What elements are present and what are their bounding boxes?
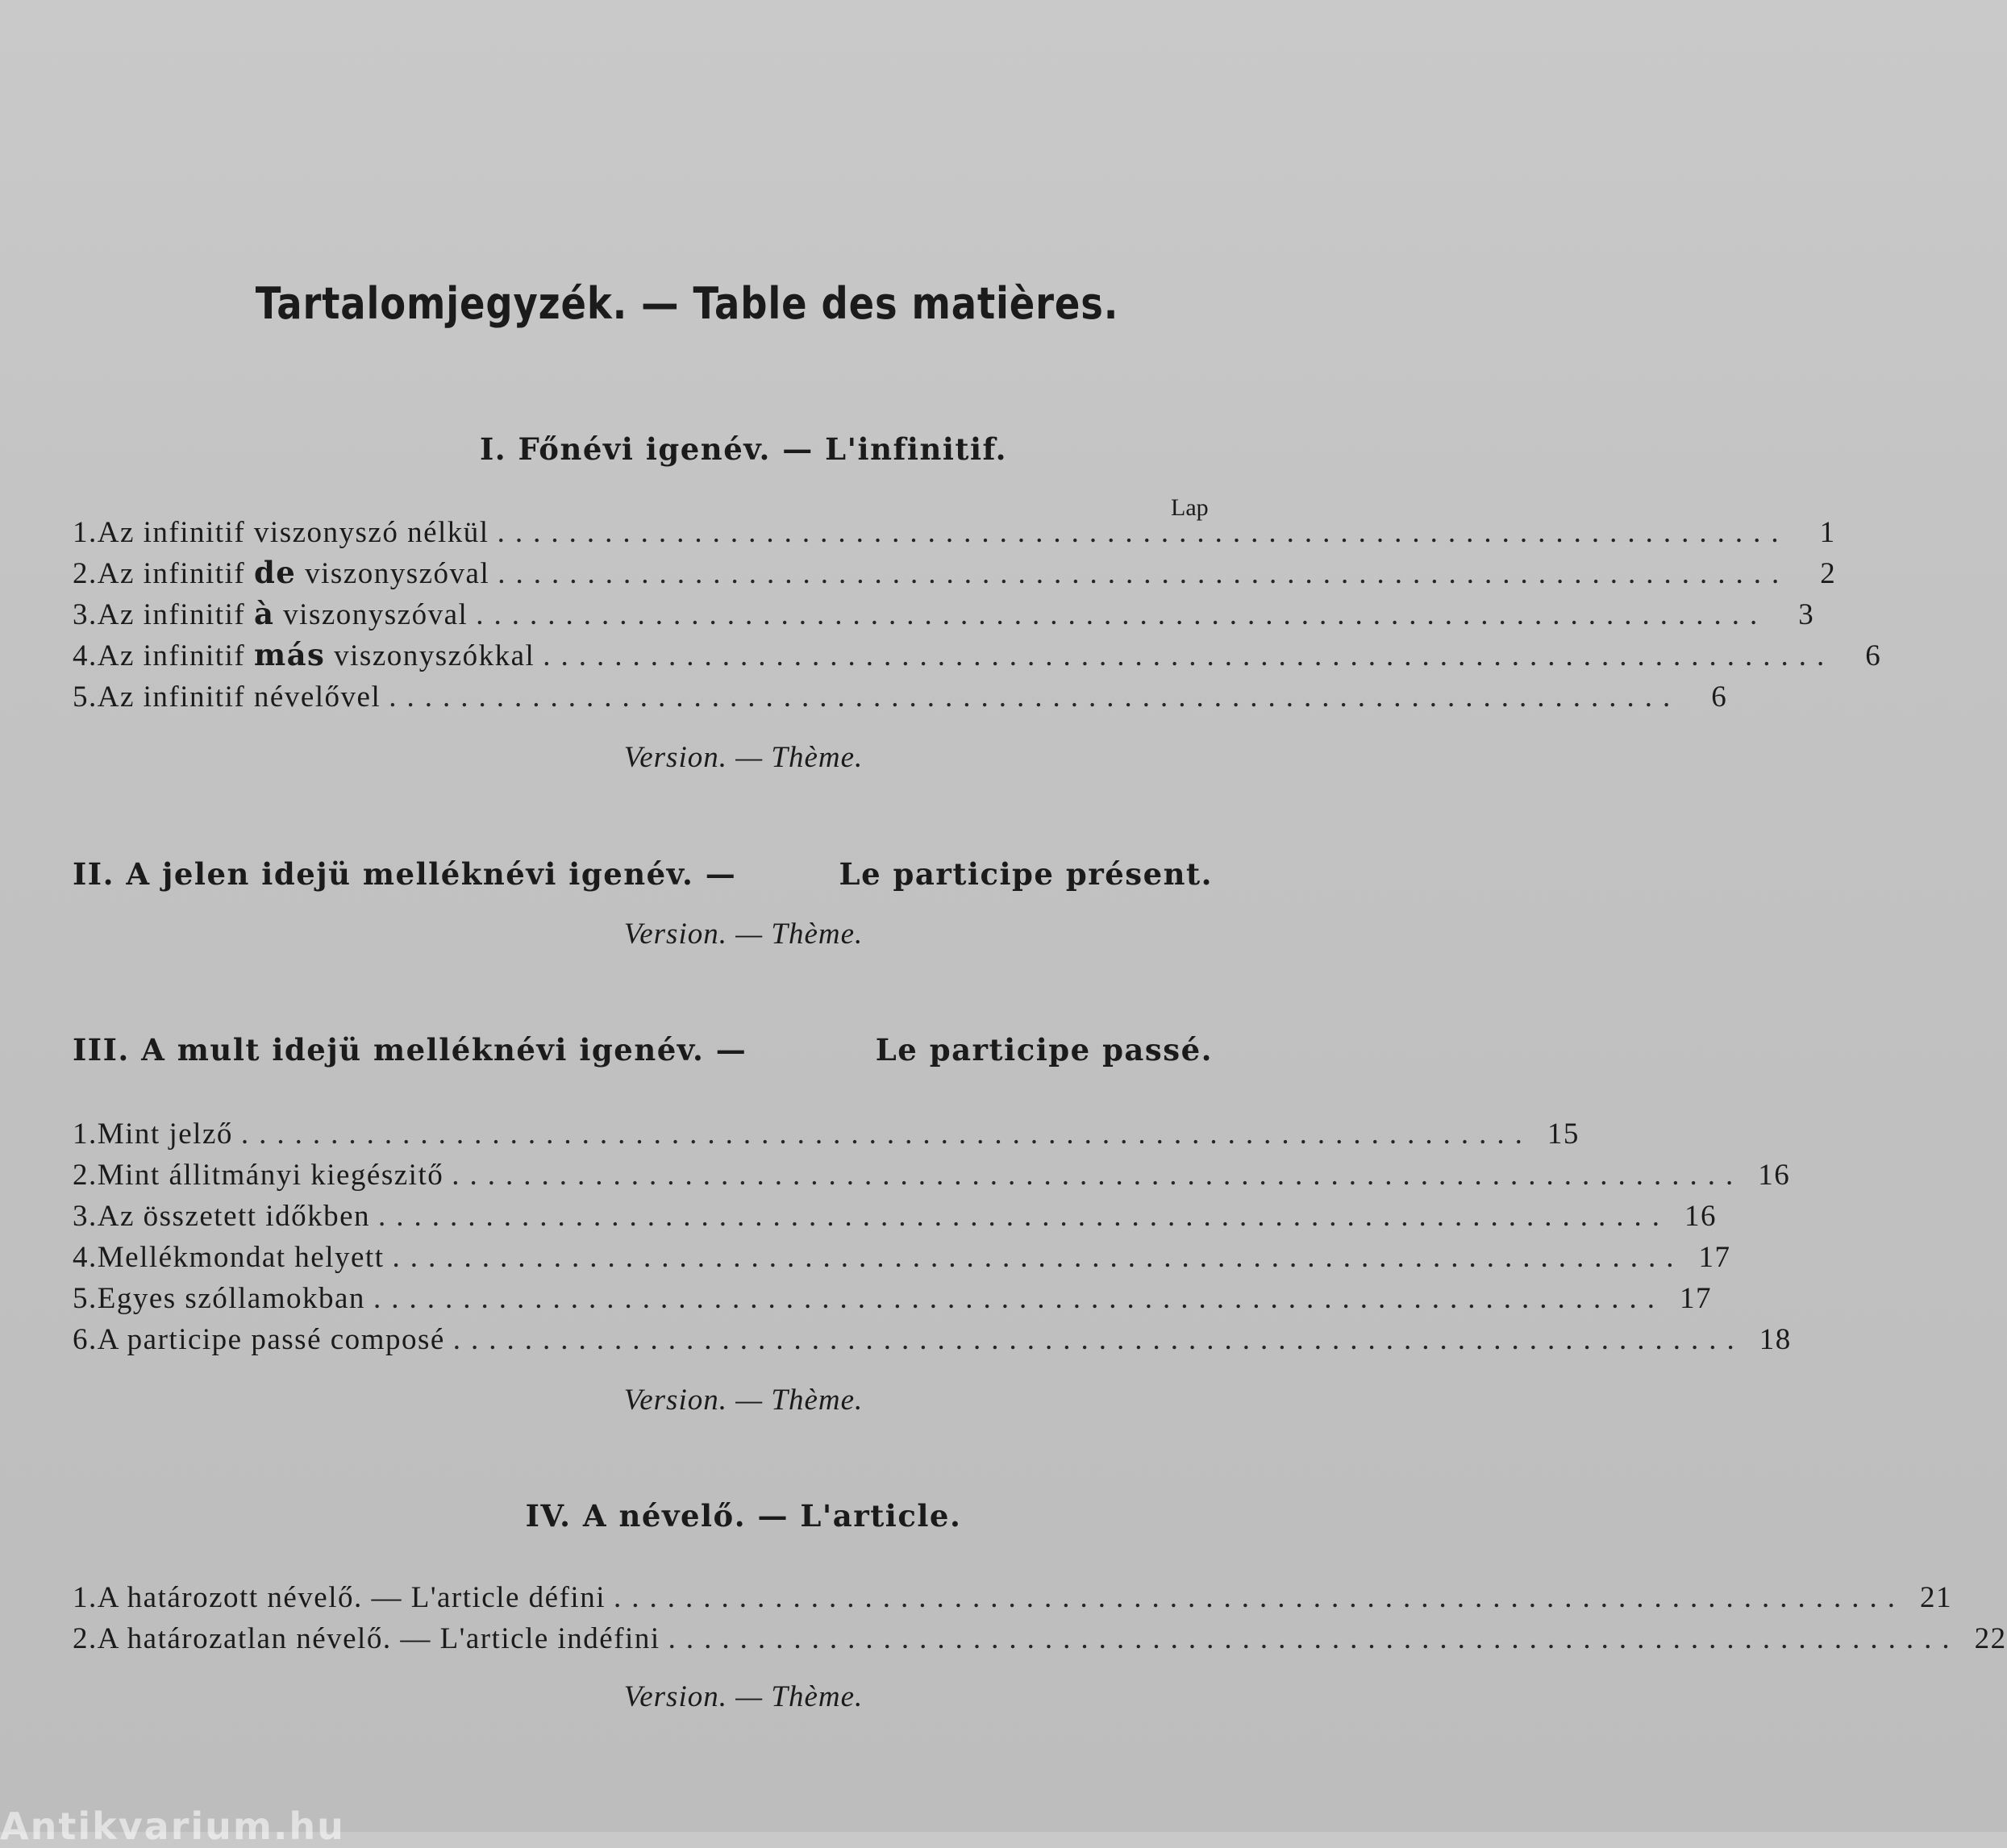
- section-2-heading-hu: II. A jelen idejü melléknévi igenév. —: [73, 856, 737, 892]
- entry-number: 1.: [73, 1581, 98, 1614]
- section-4-entries: [73, 1580, 2007, 1663]
- toc-entry: [73, 1281, 1712, 1322]
- leader-dots: ........................................................................: [497, 516, 1789, 549]
- entry-number: 4.: [73, 1241, 98, 1274]
- entry-title-bold: à: [253, 596, 275, 631]
- entry-page: 16: [1758, 1159, 1791, 1192]
- section-2-heading-fr: Le participe présent.: [839, 856, 1213, 892]
- entry-title-text: Az infinitif: [97, 557, 254, 590]
- entry-title: [98, 514, 489, 550]
- entry-title-text: Az infinitif névelővel: [97, 681, 381, 714]
- section-1-version-line: Version. — Thème.: [623, 741, 864, 774]
- entry-title-bold: más: [253, 637, 326, 672]
- leader-dots: ........................................................................: [240, 1118, 1533, 1151]
- leader-dots: ........................................................................: [613, 1581, 1905, 1614]
- section-3-heading: [73, 1032, 1213, 1068]
- entry-number: 6.: [73, 1323, 98, 1356]
- page-column-label: Lap: [1171, 494, 1209, 521]
- toc-entry: [73, 1158, 1791, 1199]
- entry-title-text: Az infinitif viszonyszó nélkül: [97, 516, 489, 549]
- entry-title-text: viszonyszókkal: [325, 639, 535, 672]
- leader-dots: ........................................................................: [389, 681, 1681, 714]
- entry-page: 3: [1798, 598, 1815, 631]
- entry-page: 1: [1819, 516, 1836, 549]
- leader-dots: ........................................................................: [373, 1282, 1665, 1315]
- entry-title: Az összetett időkben: [97, 1200, 370, 1233]
- section-2-version-line: Version. — Thème.: [623, 918, 864, 951]
- leader-dots: ........................................................................: [378, 1200, 1670, 1233]
- entry-title: A határozatlan névelő. — L'article indéfini: [97, 1622, 660, 1655]
- section-1-entries: [73, 514, 1882, 719]
- entry-page: 6: [1865, 639, 1882, 672]
- entry-number: 4.: [73, 639, 98, 672]
- entry-title-text: Az infinitif: [97, 598, 254, 631]
- leader-dots: ........................................................................: [392, 1241, 1684, 1274]
- toc-entry: [73, 1240, 1731, 1281]
- toc-entry: [73, 596, 1815, 637]
- entry-title: Mint állitmányi kiegészitő: [97, 1159, 444, 1192]
- entry-number: 1.: [73, 1118, 98, 1151]
- leader-dots: ........................................................................: [452, 1159, 1744, 1192]
- entry-title: [98, 678, 381, 714]
- entry-number: 2.: [73, 1622, 98, 1655]
- toc-entry: [73, 555, 1837, 596]
- section-1-heading: I. Főnévi igenév. — L'infinitif.: [479, 431, 1008, 467]
- entry-page: 17: [1679, 1282, 1712, 1315]
- entry-page: 21: [1919, 1581, 1952, 1614]
- entry-number: 2.: [73, 557, 98, 590]
- toc-entry: [73, 1199, 1717, 1240]
- toc-entry: [73, 637, 1882, 678]
- entry-title: A határozott névelő. — L'article défini: [97, 1581, 606, 1614]
- leader-dots: ........................................................................: [476, 598, 1768, 631]
- entry-page: 15: [1547, 1118, 1580, 1151]
- entry-title: [98, 637, 535, 673]
- leader-dots: ........................................................................: [498, 557, 1790, 590]
- toc-entry: [73, 1621, 2007, 1663]
- toc-entry: [73, 514, 1836, 555]
- watermark: Antikvarium.hu: [0, 1804, 345, 1848]
- entry-page: 17: [1698, 1241, 1731, 1274]
- entry-title-text: Az infinitif: [97, 639, 254, 672]
- entry-number: 5.: [73, 1282, 98, 1315]
- entry-page: 2: [1820, 557, 1837, 590]
- entry-number: 3.: [73, 598, 98, 631]
- entry-page: 22: [1974, 1622, 2007, 1655]
- leader-dots: ........................................................................: [543, 639, 1835, 672]
- section-3-entries: [73, 1117, 1792, 1363]
- entry-title-bold: de: [253, 555, 297, 590]
- section-4-version-line: Version. — Thème.: [623, 1680, 864, 1713]
- leader-dots: ........................................................................: [668, 1622, 1960, 1655]
- entry-title: A participe passé composé: [97, 1323, 445, 1356]
- toc-entry: [73, 678, 1728, 719]
- toc-entry: [73, 1117, 1580, 1158]
- entry-page: 16: [1684, 1200, 1717, 1233]
- entry-number: 1.: [73, 516, 98, 549]
- section-3-heading-hu: III. A mult idejü melléknévi igenév. —: [73, 1032, 747, 1068]
- section-3-version-line: Version. — Thème.: [623, 1384, 864, 1417]
- entry-number: 5.: [73, 681, 98, 714]
- entry-title: [98, 555, 489, 591]
- entry-title: [98, 596, 468, 632]
- entry-number: 3.: [73, 1200, 98, 1233]
- toc-entry: [73, 1580, 1952, 1621]
- section-4-heading: IV. A névelő. — L'article.: [525, 1498, 962, 1534]
- page-title: Tartalomjegyzék. — Table des matières.: [255, 278, 1119, 329]
- entry-number: 2.: [73, 1159, 98, 1192]
- entry-title: Mint jelző: [97, 1118, 233, 1151]
- toc-entry: [73, 1322, 1792, 1363]
- entry-title-text: viszonyszóval: [274, 598, 468, 631]
- entry-page: 18: [1759, 1323, 1792, 1356]
- entry-page: 6: [1711, 681, 1728, 714]
- section-3-heading-fr: Le participe passé.: [875, 1032, 1213, 1068]
- entry-title: Mellékmondat helyett: [97, 1241, 385, 1274]
- section-2-heading: [73, 856, 1213, 892]
- entry-title: Egyes szóllamokban: [97, 1282, 365, 1315]
- leader-dots: ........................................................................: [452, 1323, 1745, 1356]
- entry-title-text: viszonyszóval: [296, 557, 490, 590]
